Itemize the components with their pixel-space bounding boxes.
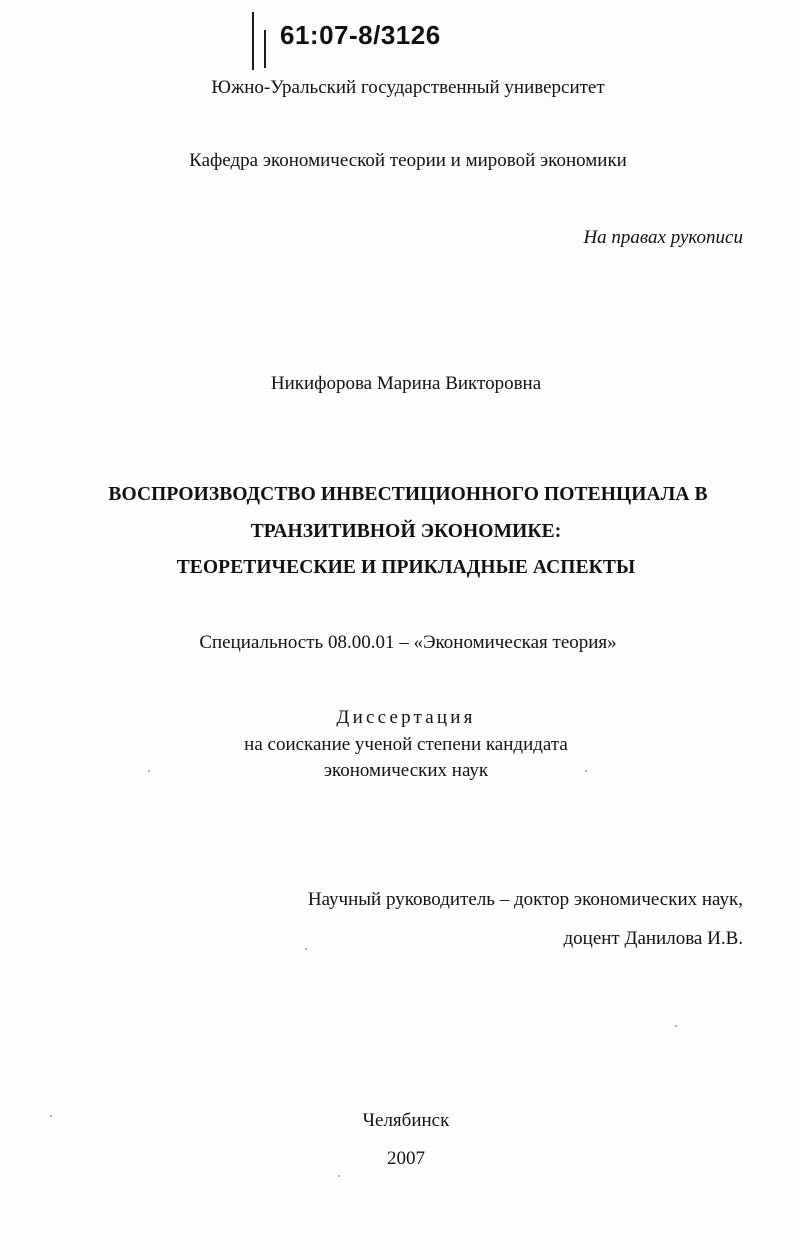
- stamp-border-line-inner: [264, 30, 266, 68]
- supervisor-line-2: доцент Данилова И.В.: [563, 928, 743, 949]
- year: 2007: [387, 1148, 425, 1169]
- field-line: экономических наук: [323, 760, 489, 781]
- scan-speck: [305, 948, 307, 950]
- scan-speck: [675, 1025, 677, 1027]
- title-line-2: ТРАНЗИТИВНОЙ ЭКОНОМИКЕ:: [250, 521, 562, 542]
- degree-line: на соискание ученой степени кандидата: [244, 734, 568, 755]
- scan-speck: [585, 770, 587, 772]
- title-line-3: ТЕОРЕТИЧЕСКИЕ И ПРИКЛАДНЫЕ АСПЕКТЫ: [176, 557, 636, 578]
- university-name: Южно-Уральский государственный университет: [211, 77, 605, 98]
- document-type: Диссертация: [336, 707, 476, 728]
- supervisor-line-1: Научный руководитель – доктор экономических наук,: [307, 889, 743, 910]
- city: Челябинск: [362, 1110, 450, 1131]
- title-line-1: ВОСПРОИЗВОДСТВО ИНВЕСТИЦИОННОГО ПОТЕНЦИАЛА В: [108, 484, 708, 505]
- department-name: Кафедра экономической теории и мировой экономики: [189, 150, 627, 171]
- manuscript-rights-note: На правах рукописи: [583, 227, 743, 248]
- scan-speck: [50, 1115, 52, 1117]
- stamp-border-line: [252, 12, 254, 70]
- scan-speck: [338, 1175, 340, 1177]
- catalog-stamp-code: 61:07-8/3126: [280, 20, 441, 50]
- specialty-line: Специальность 08.00.01 – «Экономическая теория»: [199, 632, 617, 653]
- scan-speck: [148, 770, 150, 772]
- author-name: Никифорова Марина Викторовна: [270, 373, 542, 394]
